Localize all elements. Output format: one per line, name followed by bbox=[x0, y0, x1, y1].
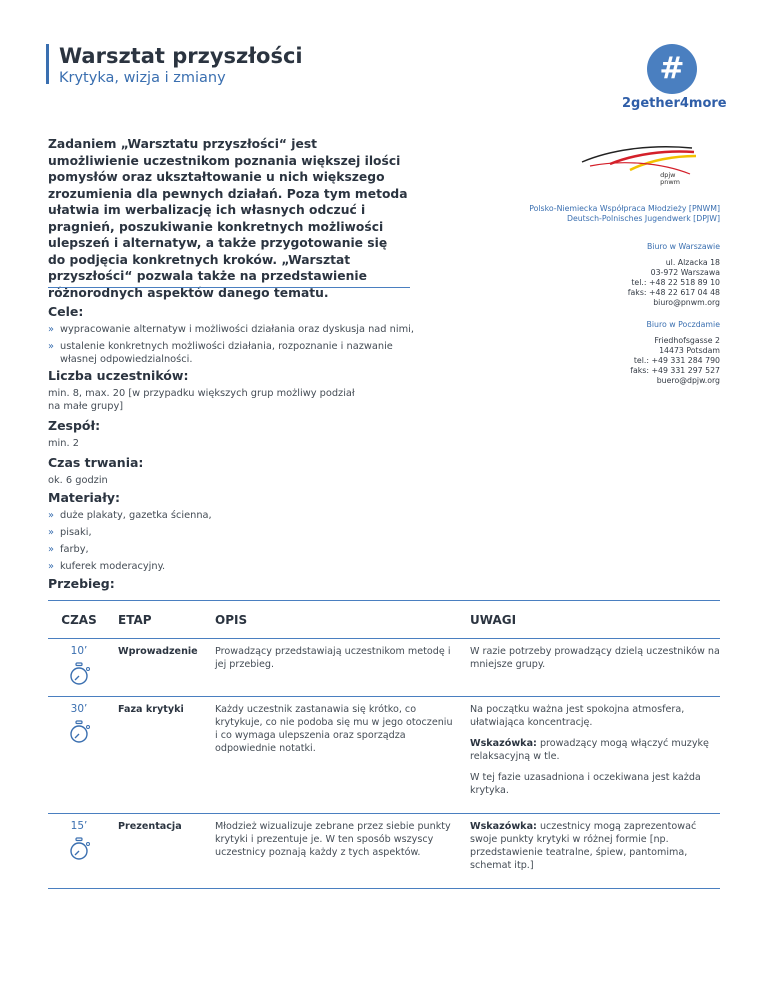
office-potsdam-address bbox=[490, 336, 720, 386]
list-item: » duże plakaty, gazetka ścienna, bbox=[48, 509, 428, 522]
page-header bbox=[46, 44, 303, 84]
table-row bbox=[48, 638, 720, 696]
uwagi-cell bbox=[470, 639, 720, 696]
hash-icon: # bbox=[647, 44, 697, 94]
uwagi-text: prowadzący mogą włączyć muzykę relaksacyjną w tle. bbox=[470, 738, 709, 762]
opis-cell: Prowadzący przedstawiają uczestnikom metodę i jej przebieg. bbox=[215, 646, 451, 670]
section-cele bbox=[48, 304, 428, 370]
uwagi-cell bbox=[470, 697, 720, 813]
uwagi-paragraph bbox=[470, 703, 720, 729]
email-link[interactable]: biuro@pnwm.org bbox=[653, 298, 720, 307]
brand-name: 2gether4more bbox=[622, 96, 727, 111]
address-line: Friedhofsgasse 2 bbox=[654, 336, 720, 345]
partner-info bbox=[490, 140, 720, 386]
etap-cell: Wprowadzenie bbox=[118, 646, 198, 657]
office-warsaw-address bbox=[490, 258, 720, 308]
etap-cell: Faza krytyki bbox=[118, 704, 184, 715]
uwagi-text: Na początku ważna jest spokojna atmosfera, ułatwiająca koncentrację. bbox=[470, 704, 685, 728]
section-przebieg bbox=[48, 576, 428, 592]
hint-label: Wskazówka: bbox=[470, 821, 537, 832]
time-cell bbox=[48, 814, 110, 888]
address-line: 03-972 Warszawa bbox=[650, 268, 720, 277]
table-header bbox=[48, 600, 720, 638]
divider bbox=[48, 287, 410, 288]
opis-cell: Młodzież wizualizuje zebrane przez siebie punkty krytyki i prezentuje je. W ten sposób wszyscy uczestnicy poznają każdy z tych aspektów. bbox=[215, 821, 451, 858]
phone-line: tel.: +48 22 518 89 10 bbox=[631, 278, 720, 287]
section-liczba bbox=[48, 368, 368, 413]
column-header-opis: OPIS bbox=[215, 612, 248, 627]
stopwatch-icon bbox=[66, 837, 92, 861]
cele-list bbox=[48, 323, 428, 366]
address-line: ul. Alzacka 18 bbox=[665, 258, 720, 267]
time-value: 30’ bbox=[70, 703, 88, 715]
opis-cell: Każdy uczestnik zastanawia się krótko, co krytykuje, co nie podoba się mu w jego otoczeniu i co wymaga ulepszenia oraz sporządza odpowiednie notatki. bbox=[215, 704, 453, 754]
stopwatch-icon bbox=[66, 720, 92, 744]
schedule-table bbox=[48, 600, 720, 889]
section-heading: Czas trwania: bbox=[48, 455, 144, 470]
time-value: 10’ bbox=[70, 645, 88, 657]
flag-label-dpjw: dpjw bbox=[660, 171, 676, 179]
section-heading: Przebieg: bbox=[48, 576, 115, 591]
uwagi-text: uczestnicy mogą zaprezentować swoje punkty krytyki w różnej formie [np. przedstawienie teatralne, śpiew, pantomima, schemat itp.] bbox=[470, 821, 697, 871]
fax-line: faks: +49 331 297 527 bbox=[630, 366, 720, 375]
section-heading: Liczba uczestników: bbox=[48, 368, 189, 383]
fax-line: faks: +48 22 617 04 48 bbox=[627, 288, 720, 297]
list-item: » wypracowanie alternatyw i możliwości działania oraz dyskusja nad nimi, bbox=[48, 323, 428, 336]
uwagi-paragraph bbox=[470, 820, 720, 872]
section-czas bbox=[48, 455, 428, 487]
office-potsdam-title: Biuro w Poczdamie bbox=[646, 320, 720, 329]
section-text: ok. 6 godzin bbox=[48, 475, 108, 486]
address-line: 14473 Potsdam bbox=[659, 346, 720, 355]
time-cell bbox=[48, 697, 110, 813]
section-heading: Zespół: bbox=[48, 418, 101, 433]
brand-logo bbox=[622, 44, 727, 111]
table-row bbox=[48, 696, 720, 813]
dpjw-pnwm-logo bbox=[490, 140, 720, 200]
time-cell bbox=[48, 639, 110, 696]
column-header-czas: CZAS bbox=[61, 612, 97, 627]
email-link[interactable]: buero@dpjw.org bbox=[656, 376, 720, 385]
uwagi-paragraph bbox=[470, 771, 720, 797]
list-item: » pisaki, bbox=[48, 526, 428, 539]
list-item: » ustalenie konkretnych możliwości działania, rozpoznanie i nazwanie własnej odpowiedzialności. bbox=[48, 340, 428, 366]
office-warsaw-title: Biuro w Warszawie bbox=[646, 242, 720, 251]
column-header-etap: ETAP bbox=[118, 612, 152, 627]
time-value: 15’ bbox=[70, 820, 88, 832]
stopwatch-icon bbox=[66, 662, 92, 686]
section-materialy bbox=[48, 490, 428, 577]
org-name-pl: Polsko-Niemiecka Współpraca Młodzieży [PNWM] bbox=[529, 204, 720, 213]
intro-text: Zadaniem „Warsztatu przyszłości“ jest umożliwienie uczestnikom poznania większej ilości pomysłów oraz ukształtowanie u nich większego zrozumienia dla pewnych działań. Poza tym metoda ułatwia im werbalizację ich własnych odczuć i pragnień, poszukiwanie konkretnych możliwości ulepszeń i alternatyw, a także przygotowanie się do podjęcia konkretnych kroków. „Warsztat przyszłości“ pozwala także na przedstawienie różnorodnych aspektów danego tematu. bbox=[48, 137, 408, 300]
flag-swoosh-icon bbox=[580, 140, 700, 180]
uwagi-paragraph bbox=[470, 737, 720, 763]
hint-label: Wskazówka: bbox=[470, 738, 537, 749]
org-name-de: Deutsch-Polnisches Jugendwerk [DPJW] bbox=[566, 214, 720, 223]
uwagi-cell bbox=[470, 814, 720, 888]
section-zespol bbox=[48, 418, 428, 450]
section-text: min. 2 bbox=[48, 438, 79, 449]
list-item: » farby, bbox=[48, 543, 428, 556]
flag-label bbox=[660, 172, 680, 186]
uwagi-text: W tej fazie uzasadniona i oczekiwana jest każda krytyka. bbox=[470, 772, 701, 796]
uwagi-paragraph bbox=[470, 645, 720, 671]
page-title: Warsztat przyszłości bbox=[59, 44, 303, 68]
uwagi-text: W razie potrzeby prowadzący dzielą uczestników na mniejsze grupy. bbox=[470, 646, 720, 670]
section-text: min. 8, max. 20 [w przypadku większych grup możliwy podział na małe grupy] bbox=[48, 388, 355, 412]
page-subtitle: Krytyka, wizja i zmiany bbox=[59, 70, 226, 86]
materialy-list bbox=[48, 509, 428, 573]
list-item: » kuferek moderacyjny. bbox=[48, 560, 428, 573]
table-row bbox=[48, 813, 720, 889]
section-heading: Materiały: bbox=[48, 490, 120, 505]
phone-line: tel.: +49 331 284 790 bbox=[633, 356, 720, 365]
section-heading: Cele: bbox=[48, 304, 84, 319]
column-header-uwagi: UWAGI bbox=[470, 612, 517, 627]
flag-label-pnwm: pnwm bbox=[660, 178, 680, 186]
etap-cell: Prezentacja bbox=[118, 821, 182, 832]
